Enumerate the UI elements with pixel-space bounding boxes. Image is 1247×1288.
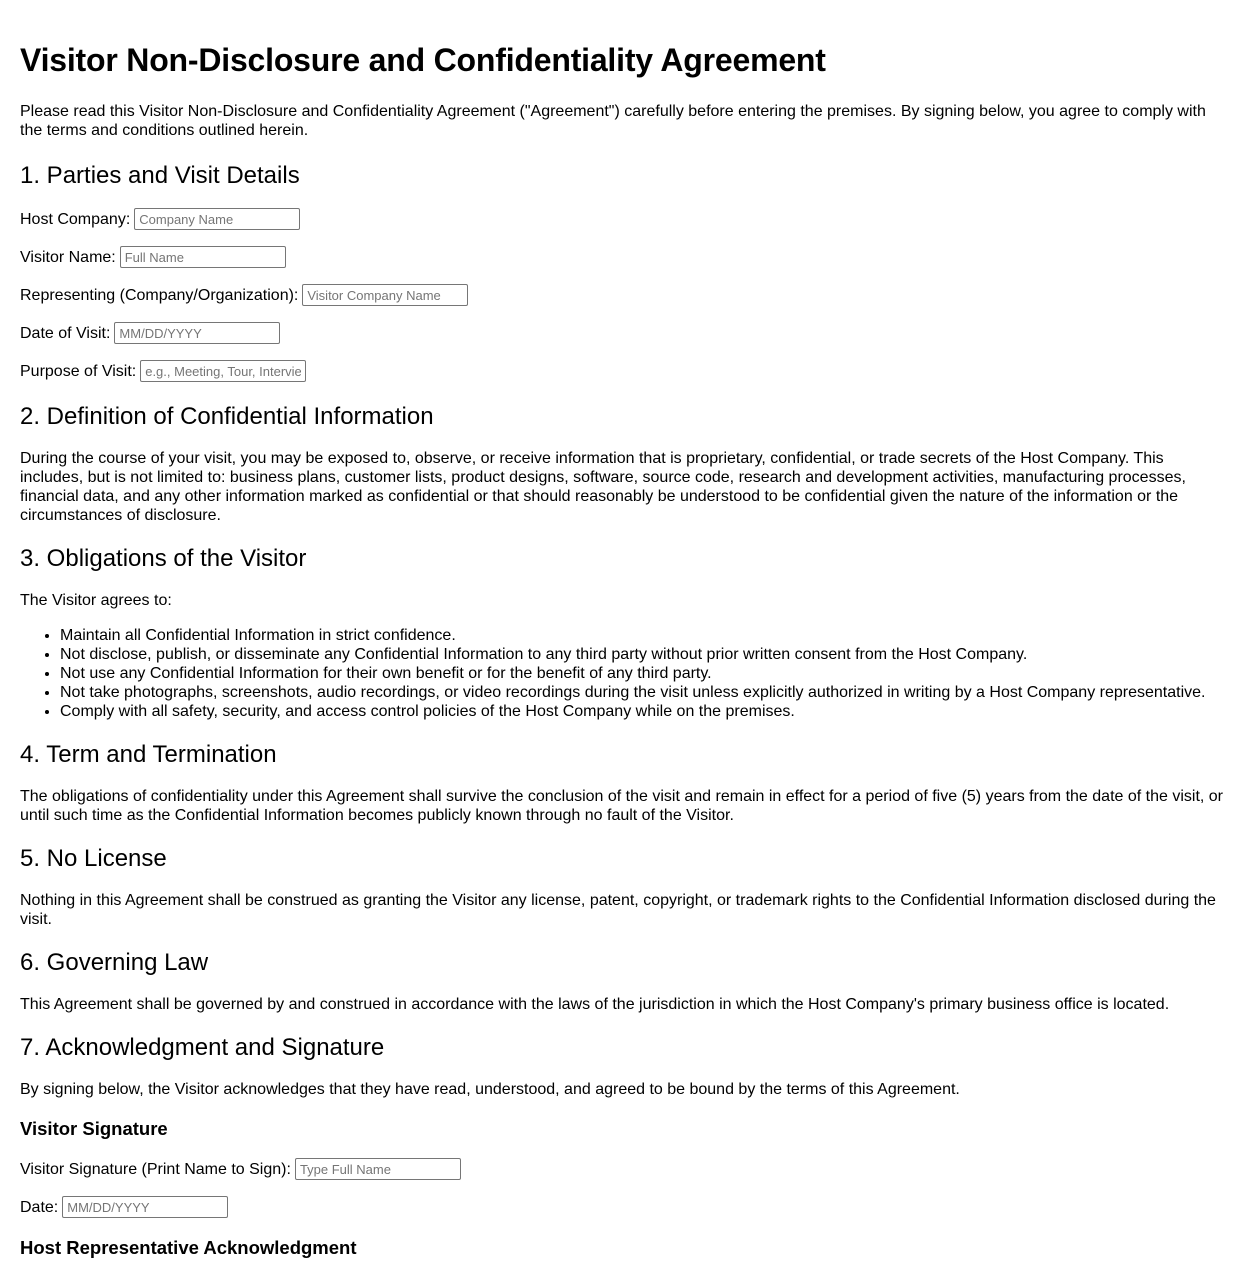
no-license-paragraph: Nothing in this Agreement shall be construed as granting the Visitor any license, patent, copyright, or trademark rights to the Confidential Information disclosed during the visit.: [20, 892, 1216, 928]
section-heading-no-license: 5. No License: [20, 845, 167, 872]
visitor-name-label: Visitor Name:: [20, 248, 116, 266]
list-item: • Not disclose, publish, or disseminate any Confidential Information to any third party without prior written consent from the Host Company.: [60, 645, 1227, 664]
acknowledgment-paragraph: By signing below, the Visitor acknowledges that they have read, understood, and agreed to be bound by the terms of this Agreement.: [20, 1081, 960, 1098]
intro-paragraph: Please read this Visitor Non-Disclosure and Confidentiality Agreement ("Agreement") carefully before entering the premises. By signing below, you agree to comply with the terms and conditions outlined herein.: [20, 103, 1206, 139]
term-paragraph: The obligations of confidentiality under this Agreement shall survive the conclusion of the visit and remain in effect for a period of five (5) years from the date of the visit, or until such time as the Confidential Information becomes publicly known through no fault of the Visitor.: [20, 788, 1223, 824]
visitor-signature-label: Visitor Signature (Print Name to Sign):: [20, 1160, 291, 1178]
field-row-date-of-visit: [20, 322, 1227, 344]
field-row-visitor-name: [20, 246, 1227, 268]
obligations-intro: The Visitor agrees to:: [20, 592, 172, 609]
visitor-signature-input[interactable]: [295, 1158, 461, 1180]
section-heading-definition: 2. Definition of Confidential Information: [20, 403, 434, 430]
field-row-visitor-signature: [20, 1158, 1227, 1180]
representing-input[interactable]: [302, 284, 468, 306]
section-heading-obligations: 3. Obligations of the Visitor: [20, 545, 307, 572]
field-row-representing: [20, 284, 1227, 306]
list-item: • Not use any Confidential Information for their own benefit or for the benefit of any third party.: [60, 664, 1227, 683]
host-company-label: Host Company:: [20, 210, 131, 228]
date-of-visit-label: Date of Visit:: [20, 324, 111, 342]
section-heading-acknowledgment: 7. Acknowledgment and Signature: [20, 1034, 385, 1061]
list-item: • Maintain all Confidential Information in strict confidence.: [60, 626, 1227, 645]
section-heading-governing-law: 6. Governing Law: [20, 949, 209, 976]
visitor-signature-heading: Visitor Signature: [20, 1118, 168, 1139]
governing-law-paragraph: This Agreement shall be governed by and construed in accordance with the laws of the jurisdiction in which the Host Company's primary business office is located.: [20, 996, 1170, 1013]
obligations-list: [20, 626, 1227, 721]
representing-label: Representing (Company/Organization):: [20, 286, 299, 304]
field-row-visitor-date: [20, 1196, 1227, 1218]
purpose-of-visit-label: Purpose of Visit:: [20, 362, 137, 380]
purpose-of-visit-input[interactable]: [140, 360, 306, 382]
section-heading-parties: 1. Parties and Visit Details: [20, 162, 300, 189]
date-of-visit-input[interactable]: [114, 322, 280, 344]
visitor-name-input[interactable]: [120, 246, 286, 268]
definition-paragraph: During the course of your visit, you may be exposed to, observe, or receive information that is proprietary, confidential, or trade secrets of the Host Company. This includes, but is not limited to: business plans, customer lists, product designs, software, source code, research and development activities, manufacturing processes, financial data, and any other information marked as confidential or that should reasonably be understood to be confidential given the nature of the information or the circumstances of disclosure.: [20, 450, 1186, 524]
section-heading-term: 4. Term and Termination: [20, 741, 277, 768]
list-item: • Not take photographs, screenshots, audio recordings, or video recordings during the visit unless explicitly authorized in writing by a Host Company representative.: [60, 683, 1227, 702]
list-item: • Comply with all safety, security, and access control policies of the Host Company while on the premises.: [60, 702, 1227, 721]
page-title: Visitor Non-Disclosure and Confidentiality Agreement: [20, 42, 826, 78]
host-acknowledgment-heading: Host Representative Acknowledgment: [20, 1237, 357, 1258]
visitor-date-label: Date:: [20, 1198, 59, 1216]
host-company-input[interactable]: [134, 208, 300, 230]
visitor-date-input[interactable]: [62, 1196, 228, 1218]
field-row-purpose-of-visit: [20, 360, 1227, 382]
field-row-host-company: [20, 208, 1227, 230]
